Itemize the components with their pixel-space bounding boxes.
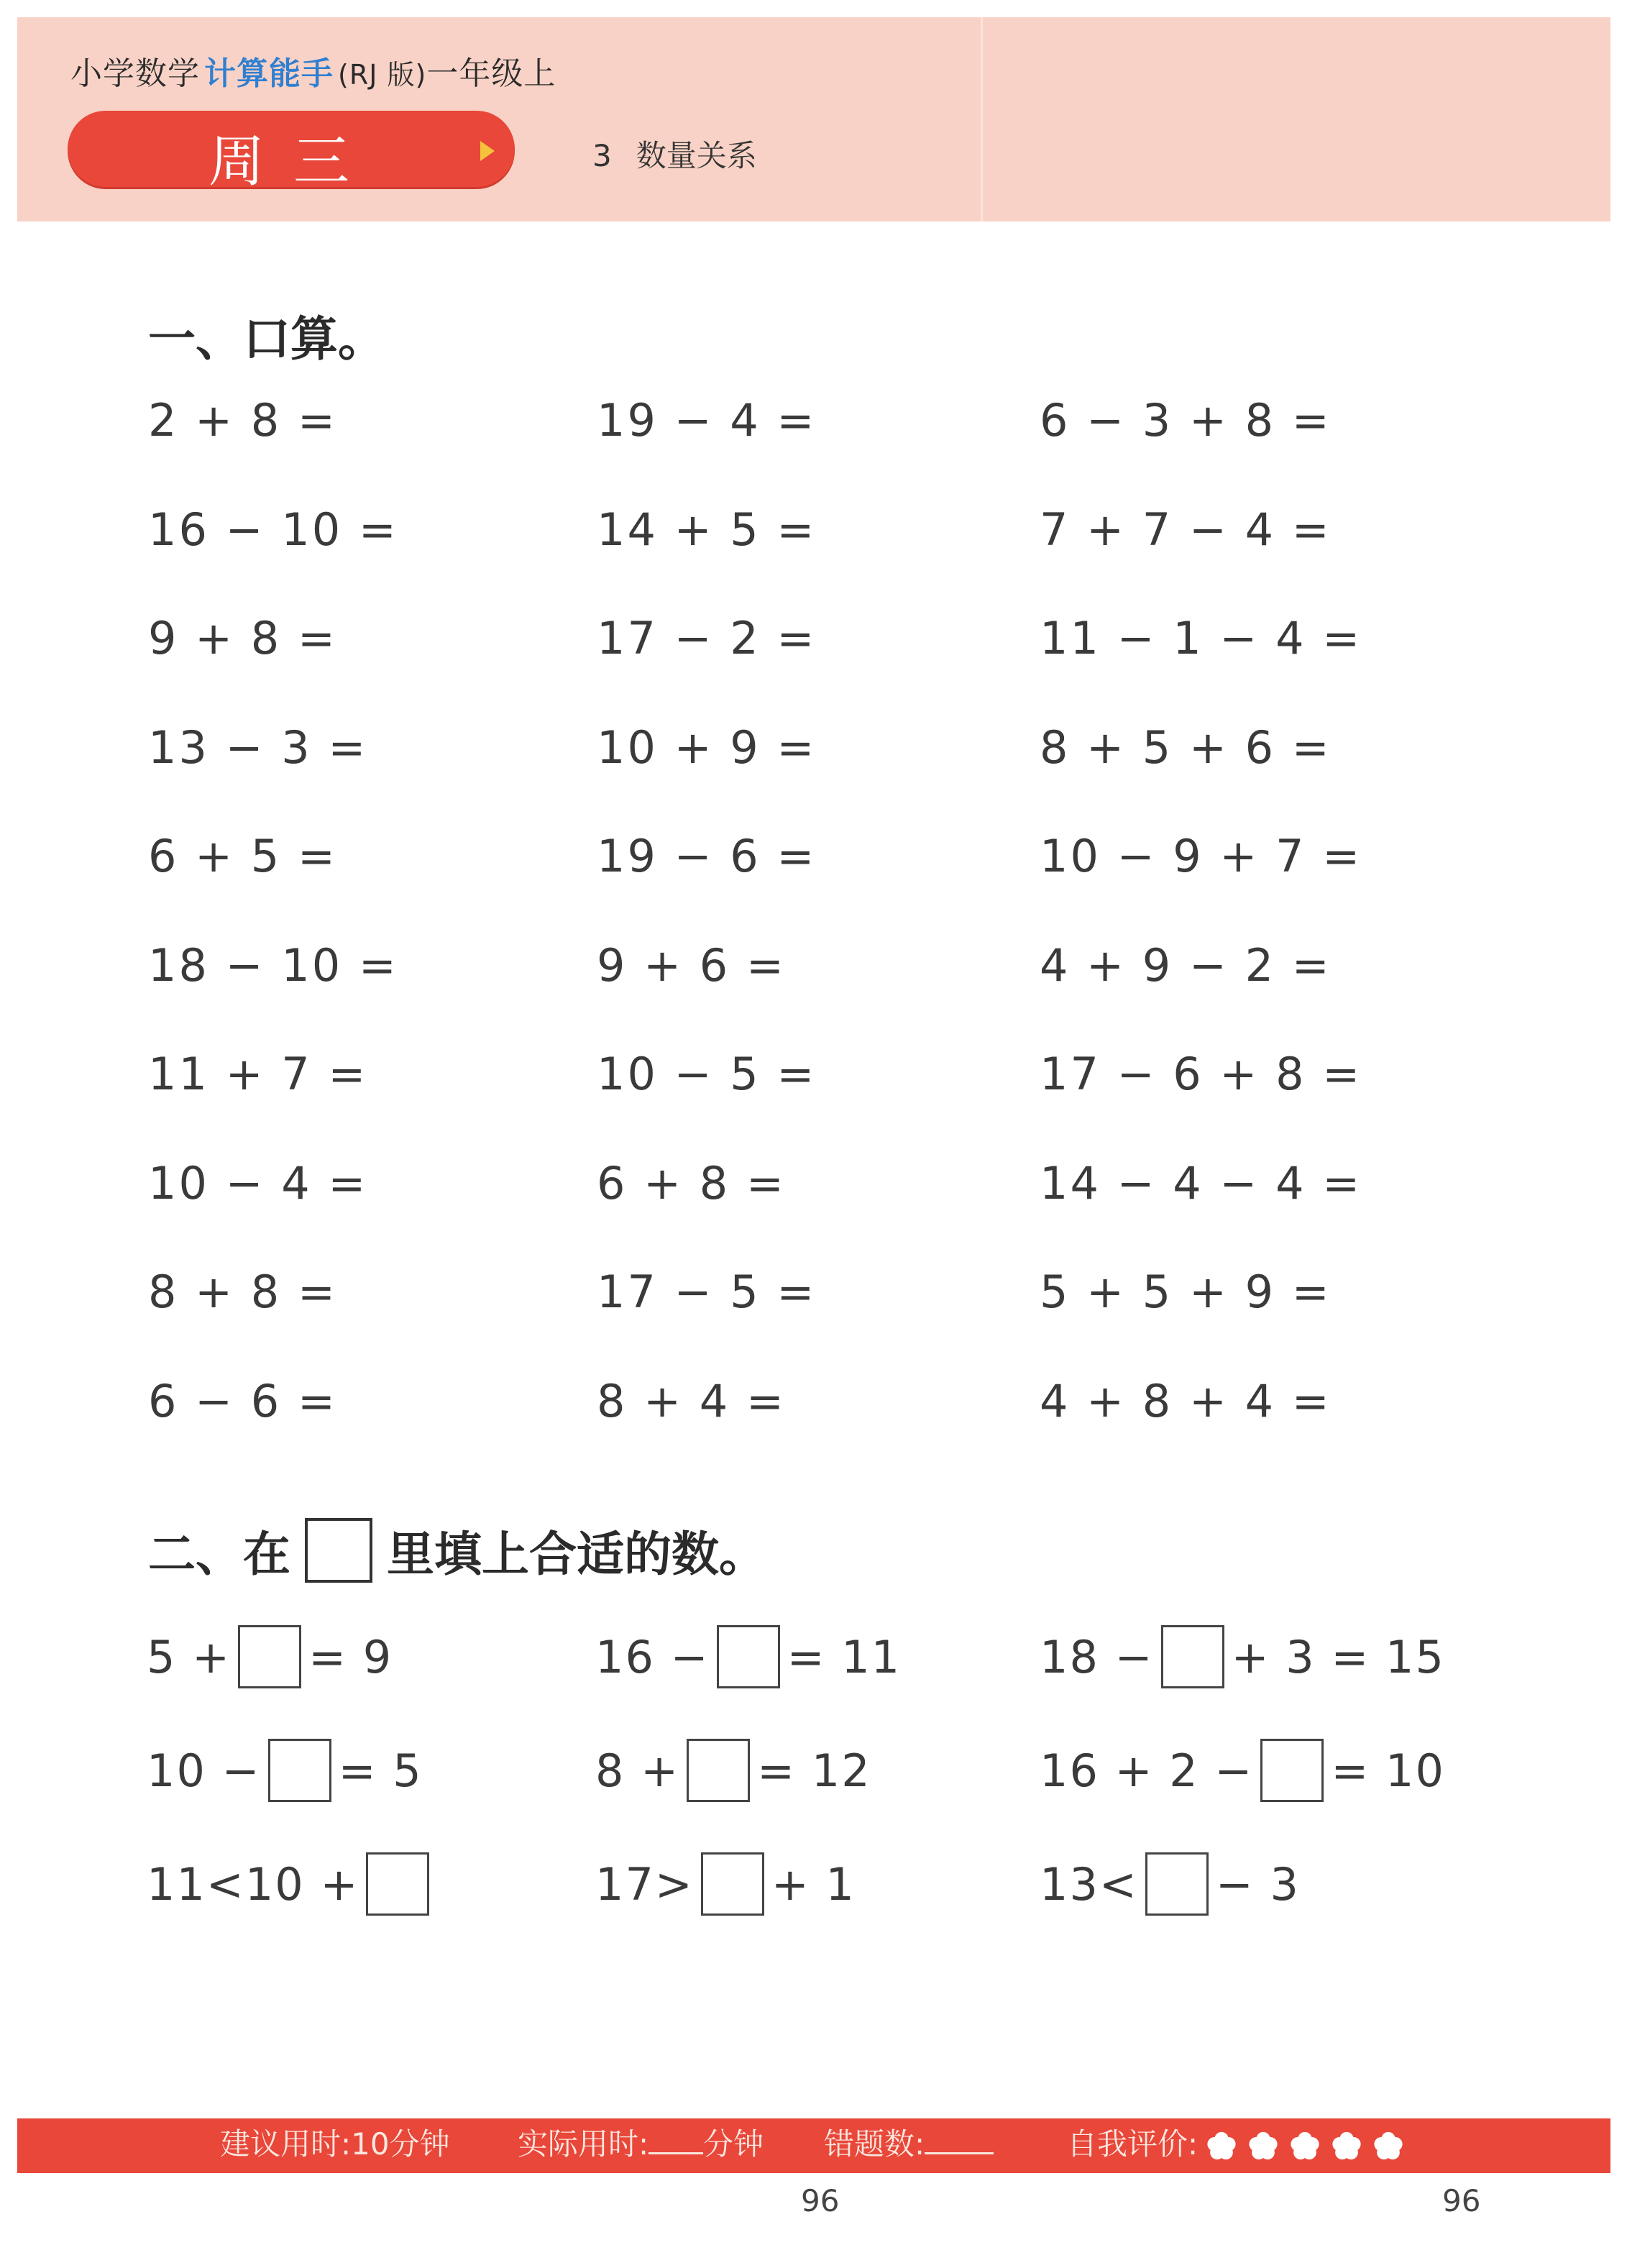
equation-c1-r1: 2 + 8 = (148, 394, 337, 447)
equation-c3-r3: 11 − 1 − 4 = (1040, 612, 1362, 664)
error-count-label: 错题数: (824, 2126, 925, 2162)
equation-c1-r10: 6 − 6 = (148, 1375, 337, 1427)
equation-c2-r2: 14 + 5 = (597, 503, 817, 556)
equation-before: 8 + (595, 1744, 680, 1797)
page-number-center: 96 (801, 2183, 840, 2218)
equation-c2-r6: 9 + 6 = (597, 939, 786, 992)
equation-c2-r10: 8 + 4 = (597, 1375, 786, 1427)
flower-star-icon[interactable] (1247, 2130, 1280, 2163)
equation-before: 18 − (1040, 1630, 1154, 1683)
equation-c3-r8: 14 − 4 − 4 = (1040, 1157, 1362, 1210)
equation-after: = 12 (757, 1744, 871, 1797)
fill-equation-r2-c2 (595, 1739, 871, 1802)
self-eval-label: 自我评价: (1067, 2126, 1199, 2162)
equation-c3-r4: 8 + 5 + 6 = (1040, 721, 1332, 774)
equation-c3-r6: 4 + 9 − 2 = (1040, 939, 1332, 992)
equation-c1-r5: 6 + 5 = (148, 830, 337, 882)
equation-c2-r3: 17 − 2 = (597, 612, 817, 664)
suggested-time: 建议用时:10分钟 (220, 2126, 450, 2162)
equation-after: = 5 (338, 1744, 423, 1797)
equation-c3-r1: 6 − 3 + 8 = (1040, 394, 1332, 447)
equation-after: + 1 (771, 1857, 856, 1911)
fill-equation-r3-c3 (1040, 1852, 1300, 1916)
equation-c3-r2: 7 + 7 − 4 = (1040, 503, 1332, 556)
series-title (70, 47, 556, 93)
equation-before: 10 − (147, 1744, 261, 1797)
play-arrow-icon (480, 141, 495, 161)
answer-box-icon (305, 1518, 372, 1583)
equation-before: 5 + (147, 1630, 232, 1683)
actual-time (518, 2123, 764, 2166)
equation-c2-r4: 10 + 9 = (597, 721, 817, 774)
actual-time-blank[interactable] (648, 2123, 703, 2154)
flower-star-icon[interactable] (1330, 2130, 1363, 2163)
series-grade: 一年级上 (426, 55, 556, 92)
equation-c1-r8: 10 − 4 = (148, 1157, 368, 1210)
equation-c1-r3: 9 + 8 = (148, 612, 337, 664)
series-prefix: 小学数学 (70, 55, 200, 92)
fill-equation-r1-c2 (595, 1625, 901, 1688)
equation-before: 11<10 + (147, 1857, 359, 1911)
answer-box[interactable] (238, 1625, 301, 1688)
equation-c1-r6: 18 − 10 = (148, 939, 398, 992)
equation-after: + 3 = 15 (1231, 1630, 1445, 1683)
equation-c1-r7: 11 + 7 = (148, 1048, 368, 1100)
answer-box[interactable] (366, 1852, 429, 1916)
equation-before: 16 + 2 − (1040, 1744, 1254, 1797)
equation-c1-r4: 13 − 3 = (148, 721, 368, 774)
actual-time-unit: 分钟 (703, 2126, 764, 2162)
equation-c3-r10: 4 + 8 + 4 = (1040, 1375, 1332, 1427)
lesson-number: 3 (592, 138, 612, 173)
flower-star-icon[interactable] (1205, 2130, 1238, 2163)
answer-box[interactable] (1260, 1739, 1324, 1802)
flower-star-icon[interactable] (1372, 2130, 1405, 2163)
equation-c2-r8: 6 + 8 = (597, 1157, 786, 1210)
fill-equation-r2-c3 (1040, 1739, 1445, 1802)
fill-equation-r3-c1 (147, 1852, 436, 1916)
answer-box[interactable] (1145, 1852, 1209, 1916)
lesson-heading (592, 132, 757, 175)
day-pill (68, 111, 515, 194)
equation-c1-r9: 8 + 8 = (148, 1266, 337, 1318)
equation-c2-r9: 17 − 5 = (597, 1266, 817, 1318)
page-number-right: 96 (1442, 2183, 1481, 2218)
fill-equation-r1-c1 (147, 1625, 393, 1688)
equation-c1-r2: 16 − 10 = (148, 503, 398, 556)
answer-box[interactable] (717, 1625, 780, 1688)
answer-box[interactable] (687, 1739, 750, 1802)
error-count (824, 2123, 994, 2166)
answer-box[interactable] (701, 1852, 764, 1916)
series-brand: 计算能手 (204, 55, 334, 92)
equation-after: = 10 (1331, 1744, 1445, 1797)
lesson-title: 数量关系 (636, 138, 757, 173)
header-divider (981, 17, 983, 221)
section1-title: 一、口算。 (148, 311, 385, 367)
section2-title-after: 里填上合适的数。 (387, 1527, 766, 1582)
equation-after: − 3 (1215, 1857, 1300, 1911)
day-label: 周三 (208, 129, 379, 194)
equation-c3-r9: 5 + 5 + 9 = (1040, 1266, 1332, 1318)
equation-c2-r1: 19 − 4 = (597, 394, 817, 447)
equation-before: 17> (595, 1857, 694, 1911)
answer-box[interactable] (1161, 1625, 1224, 1688)
equation-after: = 9 (308, 1630, 393, 1683)
equation-c3-r7: 17 − 6 + 8 = (1040, 1048, 1362, 1100)
fill-equation-r1-c3 (1040, 1625, 1445, 1688)
equation-c2-r7: 10 − 5 = (597, 1048, 817, 1100)
equation-before: 16 − (595, 1630, 710, 1683)
section2-title (148, 1516, 766, 1584)
flower-star-icon[interactable] (1288, 2130, 1321, 2163)
actual-time-label: 实际用时: (518, 2126, 649, 2162)
series-edition: (RJ 版) (338, 59, 427, 91)
equation-after: = 11 (787, 1630, 902, 1683)
fill-equation-r2-c1 (147, 1739, 423, 1802)
answer-box[interactable] (268, 1739, 331, 1802)
equation-c3-r5: 10 − 9 + 7 = (1040, 830, 1362, 882)
equation-c2-r5: 19 − 6 = (597, 830, 817, 882)
error-count-blank[interactable] (925, 2123, 994, 2154)
section2-title-before: 二、在 (148, 1527, 290, 1582)
fill-equation-r3-c2 (595, 1852, 856, 1916)
equation-before: 13< (1040, 1857, 1138, 1911)
